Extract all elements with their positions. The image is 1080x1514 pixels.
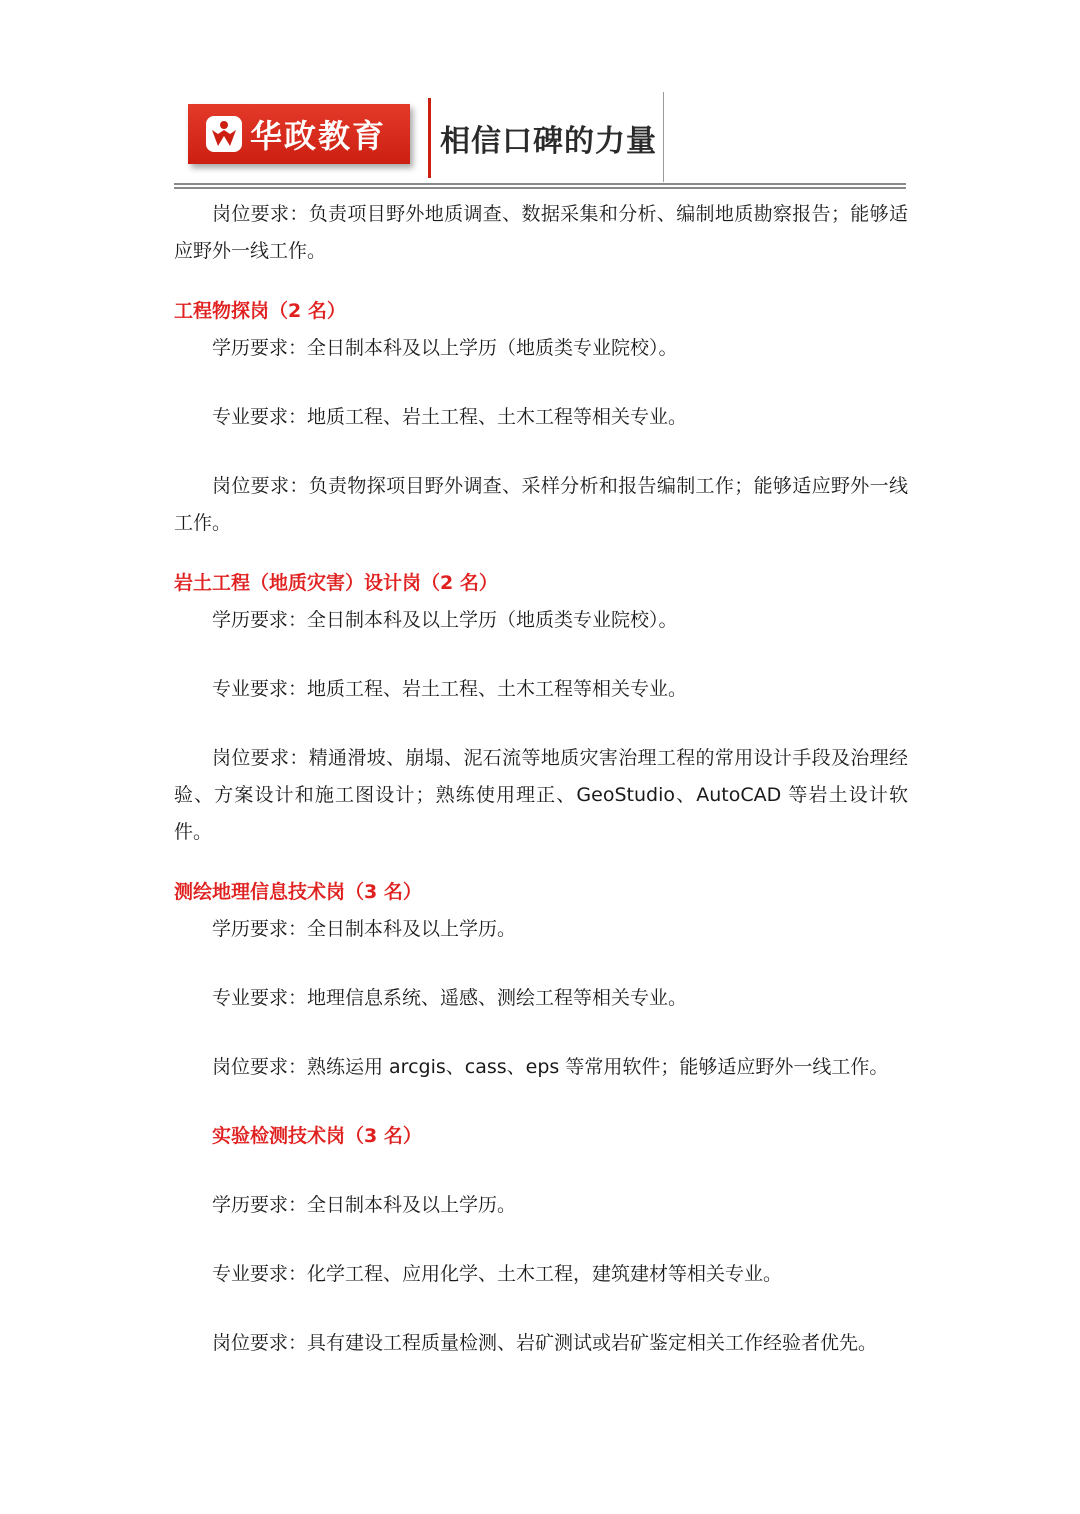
page-header [174, 92, 906, 192]
education-requirement: 学历要求：全日制本科及以上学历。 [212, 918, 517, 940]
major-requirement: 专业要求：地质工程、岩土工程、土木工程等相关专业。 [212, 678, 688, 700]
brand-logo [188, 104, 410, 164]
logo-text: 华政教育 [250, 117, 387, 155]
document-body [174, 196, 908, 1362]
header-divider [428, 98, 431, 178]
section-title: 测绘地理信息技术岗（3 名） [174, 881, 422, 903]
duty-requirement: 岗位要求：具有建设工程质量检测、岩矿测试或岩矿鉴定相关工作经验者优先。 [212, 1332, 878, 1354]
duty-requirement: 岗位要求：熟练运用 arcgis、cass、eps 等常用软件；能够适应野外一线工作。 [212, 1056, 889, 1078]
header-end-divider [663, 92, 664, 182]
section-title: 岩土工程（地质灾害）设计岗（2 名） [174, 572, 498, 594]
education-requirement: 学历要求：全日制本科及以上学历（地质类专业院校）。 [212, 609, 678, 631]
header-slogan: 相信口碑的力量 [440, 124, 657, 159]
logo-mark-icon [206, 116, 242, 152]
intro-duty: 岗位要求：负责项目野外地质调查、数据采集和分析、编制地质勘察报告；能够适应野外一线工作。 [174, 203, 908, 262]
major-requirement: 专业要求：地理信息系统、遥感、测绘工程等相关专业。 [212, 987, 688, 1009]
major-requirement: 专业要求：地质工程、岩土工程、土木工程等相关专业。 [212, 406, 688, 428]
duty-requirement: 岗位要求：精通滑坡、崩塌、泥石流等地质灾害治理工程的常用设计手段及治理经验、方案设计和施工图设计；熟练使用理正、GeoStudio、AutoCAD 等岩土设计软件。 [174, 747, 908, 843]
section-title: 工程物探岗（2 名） [174, 300, 346, 322]
education-requirement: 学历要求：全日制本科及以上学历（地质类专业院校）。 [212, 337, 678, 359]
major-requirement: 专业要求：化学工程、应用化学、土木工程，建筑建材等相关专业。 [212, 1263, 783, 1285]
duty-requirement: 岗位要求：负责物探项目野外调查、采样分析和报告编制工作；能够适应野外一线工作。 [174, 475, 908, 534]
section-title: 实验检测技术岗（3 名） [212, 1125, 422, 1147]
education-requirement: 学历要求：全日制本科及以上学历。 [212, 1194, 517, 1216]
header-rule [174, 183, 906, 189]
